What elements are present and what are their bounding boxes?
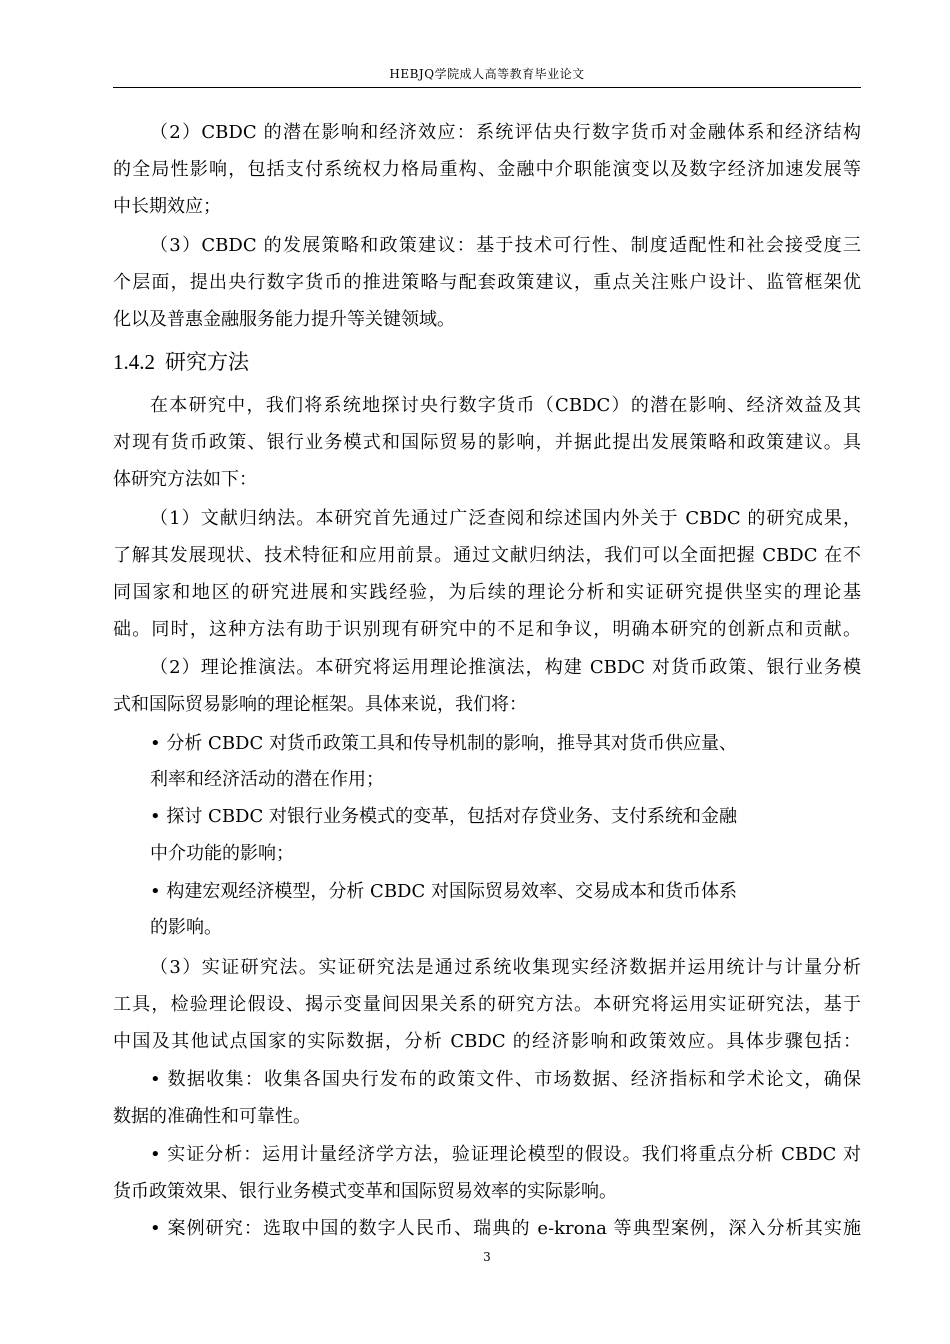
bullet-line: • 实证分析：运用计量经济学方法，验证理论模型的假设。我们将重点分析 CBDC 对: [150, 1144, 861, 1165]
text-line: （2）CBDC 的潜在影响和经济效应：系统评估央行数字货币对金融体系和经济结构: [150, 122, 861, 143]
text-line: 础。同时，这种方法有助于识别现有研究中的不足和争议，明确本研究的创新点和贡献。: [113, 619, 861, 640]
text-line: 同国家和地区的研究进展和实践经验，为后续的理论分析和实证研究提供坚实的理论基: [113, 582, 861, 603]
bullet-line: • 数据收集：收集各国央行发布的政策文件、市场数据、经济指标和学术论文，确保: [150, 1069, 861, 1090]
text-line: （3）CBDC 的发展策略和政策建议：基于技术可行性、制度适配性和社会接受度三: [150, 235, 861, 256]
bullet-line: • 分析 CBDC 对货币政策工具和传导机制的影响，推导其对货币供应量、: [150, 733, 737, 754]
text-line: 化以及普惠金融服务能力提升等关键领域。: [113, 309, 455, 330]
text-line: （2）理论推演法。本研究将运用理论推演法，构建 CBDC 对货币政策、银行业务模: [150, 657, 861, 678]
bullet-line: • 构建宏观经济模型，分析 CBDC 对国际贸易效率、交易成本和货币体系: [150, 881, 737, 902]
text-line: 个层面，提出央行数字货币的推进策略与配套政策建议，重点关注账户设计、监管框架优: [113, 272, 861, 293]
text-line: 数据的准确性和可靠性。: [113, 1106, 311, 1127]
bullet-line: • 探讨 CBDC 对银行业务模式的变革，包括对存贷业务、支付系统和金融: [150, 806, 737, 827]
text-line: 货币政策效果、银行业务模式变革和国际贸易效率的实际影响。: [113, 1181, 617, 1202]
header-rule: [113, 87, 861, 88]
text-line: 工具，检验理论假设、揭示变量间因果关系的研究方法。本研究将运用实证研究法，基于: [113, 994, 861, 1015]
section-title: 研究方法: [165, 350, 249, 374]
text-line: 了解其发展现状、技术特征和应用前景。通过文献归纳法，我们可以全面把握 CBDC 在不: [113, 545, 861, 566]
text-line: 利率和经济活动的潜在作用；: [150, 769, 384, 790]
text-line: 在本研究中，我们将系统地探讨央行数字货币（CBDC）的潜在影响、经济效益及其: [150, 395, 861, 416]
section-number: 1.4.2: [113, 350, 155, 374]
text-line: 中长期效应；: [113, 196, 221, 217]
text-line: 中国及其他试点国家的实际数据，分析 CBDC 的经济影响和政策效应。具体步骤包括：: [113, 1031, 861, 1052]
page-number: 3: [483, 1250, 491, 1264]
text-line: 的全局性影响，包括支付系统权力格局重构、金融中介职能演变以及数字经济加速发展等: [113, 159, 861, 180]
text-line: 对现有货币政策、银行业务模式和国际贸易的影响，并据此提出发展策略和政策建议。具: [113, 432, 861, 453]
text-line: 中介功能的影响；: [150, 843, 294, 864]
bullet-line: • 案例研究：选取中国的数字人民币、瑞典的 e-krona 等典型案例，深入分析其实施: [150, 1218, 861, 1239]
text-line: 式和国际贸易影响的理论框架。具体来说，我们将：: [113, 694, 527, 715]
text-line: 体研究方法如下：: [113, 469, 257, 490]
text-line: （1）文献归纳法。本研究首先通过广泛查阅和综述国内外关于 CBDC 的研究成果，: [150, 508, 861, 529]
section-heading: [113, 348, 861, 376]
running-header: HEBJQ学院成人高等教育毕业论文: [389, 67, 585, 81]
text-line: 的影响。: [150, 917, 222, 938]
text-line: （3）实证研究法。实证研究法是通过系统收集现实经济数据并运用统计与计量分析: [150, 957, 861, 978]
